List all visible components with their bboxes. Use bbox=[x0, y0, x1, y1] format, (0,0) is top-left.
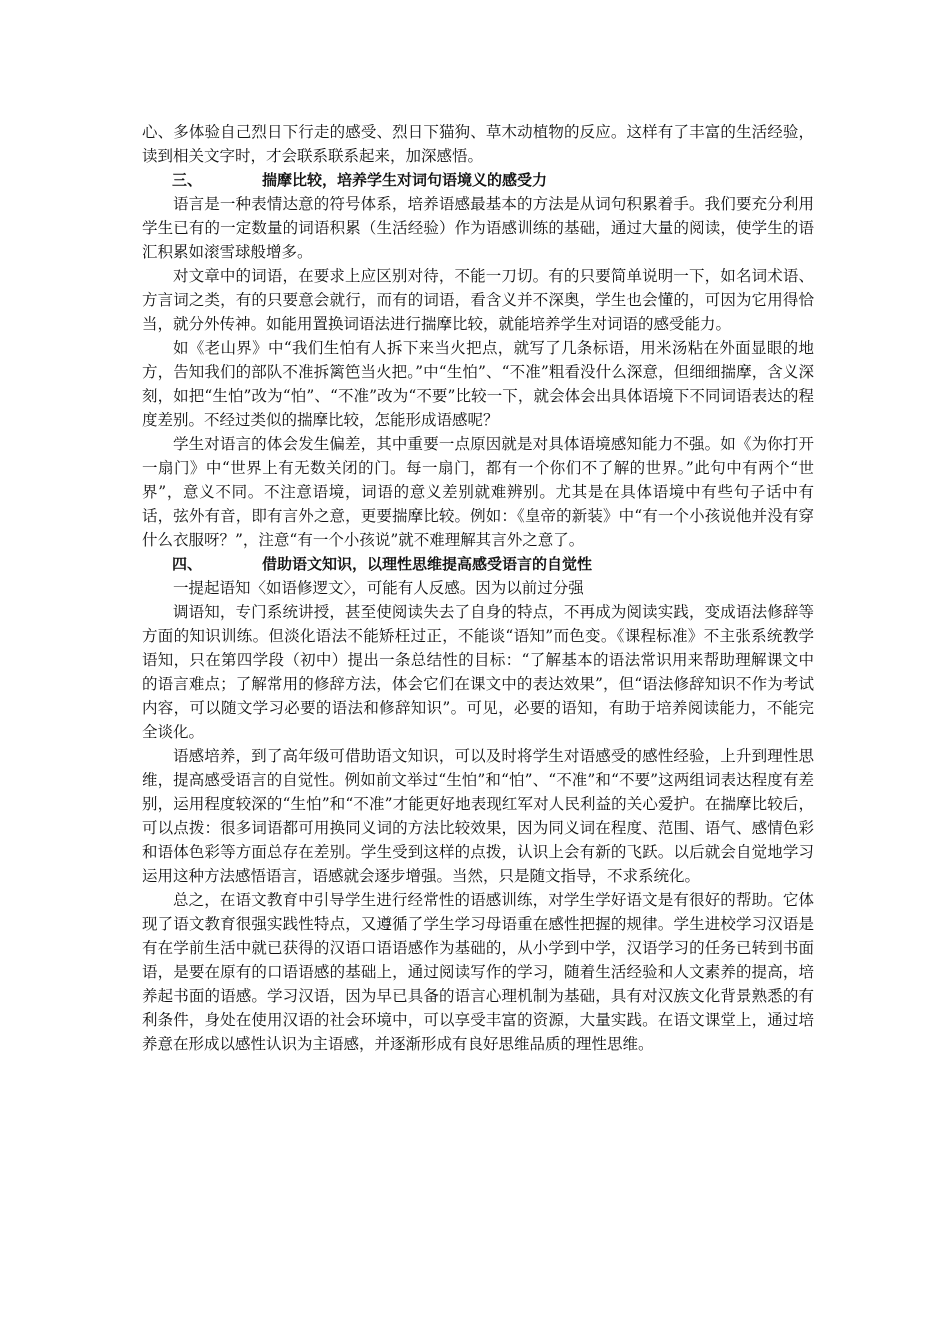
section-heading bbox=[142, 552, 814, 576]
paragraph: 学生对语言的体会发生偏差，其中重要一点原因就是对具体语境感知能力不强。如《为你打开一扇门》中“世界上有无数关闭的门。每一扇门，都有一个你们不了解的世界。”此句中有两个“世界”，意义不同。不注意语境，词语的意义差别就难辨别。尤其是在具体语境中有些句子话中有话，弦外有音，即有言外之意，更要揣摩比较。例如：《皇帝的新装》中“有一个小孩说他并没有穿什么衣服呀？”，注意“有一个小孩说”就不难理解其言外之意了。 bbox=[142, 435, 814, 549]
document-body bbox=[142, 120, 814, 1056]
paragraph: 对文章中的词语，在要求上应区别对待，不能一刀切。有的只要简单说明一下，如名词术语、方言词之类，有的只要意会就行，而有的词语，看含义并不深奥，学生也会懂的，可因为它用得恰当，就分外传神。如能用置换词语法进行揣摩比较，就能培养学生对词语的感受能力。 bbox=[142, 267, 814, 333]
section-heading bbox=[142, 168, 814, 192]
section-number: 三、 bbox=[172, 171, 203, 189]
paragraph: 语言是一种表情达意的符号体系，培养语感最基本的方法是从词句积累着手。我们要充分利用学生已有的一定数量的词语积累（生活经验）作为语感训练的基础，通过大量的阅读，使学生的语汇积累如滚雪球般增多。 bbox=[142, 195, 814, 261]
paragraph: 调语知，专门系统讲授，甚至使阅读失去了自身的特点，不再成为阅读实践，变成语法修辞等方面的知识训练。但淡化语法不能矫枉过正，不能谈“语知”而色变。《课程标准》不主张系统教学语知，只在第四学段（初中）提出一条总结性的目标：“了解基本的语法常识用来帮助理解课文中的语言难点；了解常用的修辞方法，体会它们在课文中的表达效果”，但“语法修辞知识不作为考试内容，可以随文学习必要的语法和修辞知识”。可见，必要的语知，有助于培养阅读能力，不能完全谈化。 bbox=[142, 603, 814, 741]
paragraph: 心、多体验自己烈日下行走的感受、烈日下猫狗、草木动植物的反应。这样有了丰富的生活经验，读到相关文字时，才会联系联系起来，加深感悟。 bbox=[142, 123, 814, 165]
section-number: 四、 bbox=[172, 555, 203, 573]
paragraph: 总之，在语文教育中引导学生进行经常性的语感训练，对学生学好语文是有很好的帮助。它体现了语文教育很强实践性特点，又遵循了学生学习母语重在感性把握的规律。学生进校学习汉语是有在学前生活中就已获得的汉语口语语感作为基础的，从小学到中学，汉语学习的任务已转到书面语，是要在原有的口语语感的基础上，通过阅读写作的学习，随着生活经验和人文素养的提高，培养起书面的语感。学习汉语，因为早已具备的语言心理机制为基础，具有对汉族文化背景熟悉的有利条件，身处在使用汉语的社会环境中，可以享受丰富的资源，大量实践。在语文课堂上，通过培养意在形成以感性认识为主语感，并逐渐形成有良好思维品质的理性思维。 bbox=[142, 891, 814, 1053]
paragraph: 语感培养，到了高年级可借助语文知识，可以及时将学生对语感受的感性经验，上升到理性思维，提高感受语言的自觉性。例如前文举过“生怕”和“怕”、“不准”和“不要”这两组词表达程度有差别，运用程度较深的“生怕”和“不准”才能更好地表现红军对人民利益的关心爱护。在揣摩比较后，可以点拨：很多词语都可用换同义词的方法比较效果，因为同义词在程度、范围、语气、感情色彩和语体色彩等方面总存在差别。学生受到这样的点拨，认识上会有新的飞跃。以后就会自觉地学习运用这种方法感悟语言，语感就会逐步增强。当然，只是随文指导，不求系统化。 bbox=[142, 747, 814, 885]
section-title: 借助语文知识，以理性思维提高感受语言的自觉性 bbox=[262, 555, 593, 573]
paragraph: 一提起语知〈如语修逻文〉，可能有人反感。因为以前过分强 bbox=[173, 579, 584, 597]
section-title: 揣摩比较，培养学生对词句语境义的感受力 bbox=[262, 171, 548, 189]
paragraph: 如《老山界》中“我们生怕有人拆下来当火把点，就写了几条标语，用米汤粘在外面显眼的地方，告知我们的部队不准拆篱笆当火把。”中“生怕”、“不准”粗看没什么深意，但细细揣摩，含义深刻，如把“生怕”改为“怕”、“不准”改为“不要”比较一下，就会体会出具体语境下不同词语表达的程度差别。不经过类似的揣摩比较，怎能形成语感呢？ bbox=[142, 339, 814, 429]
